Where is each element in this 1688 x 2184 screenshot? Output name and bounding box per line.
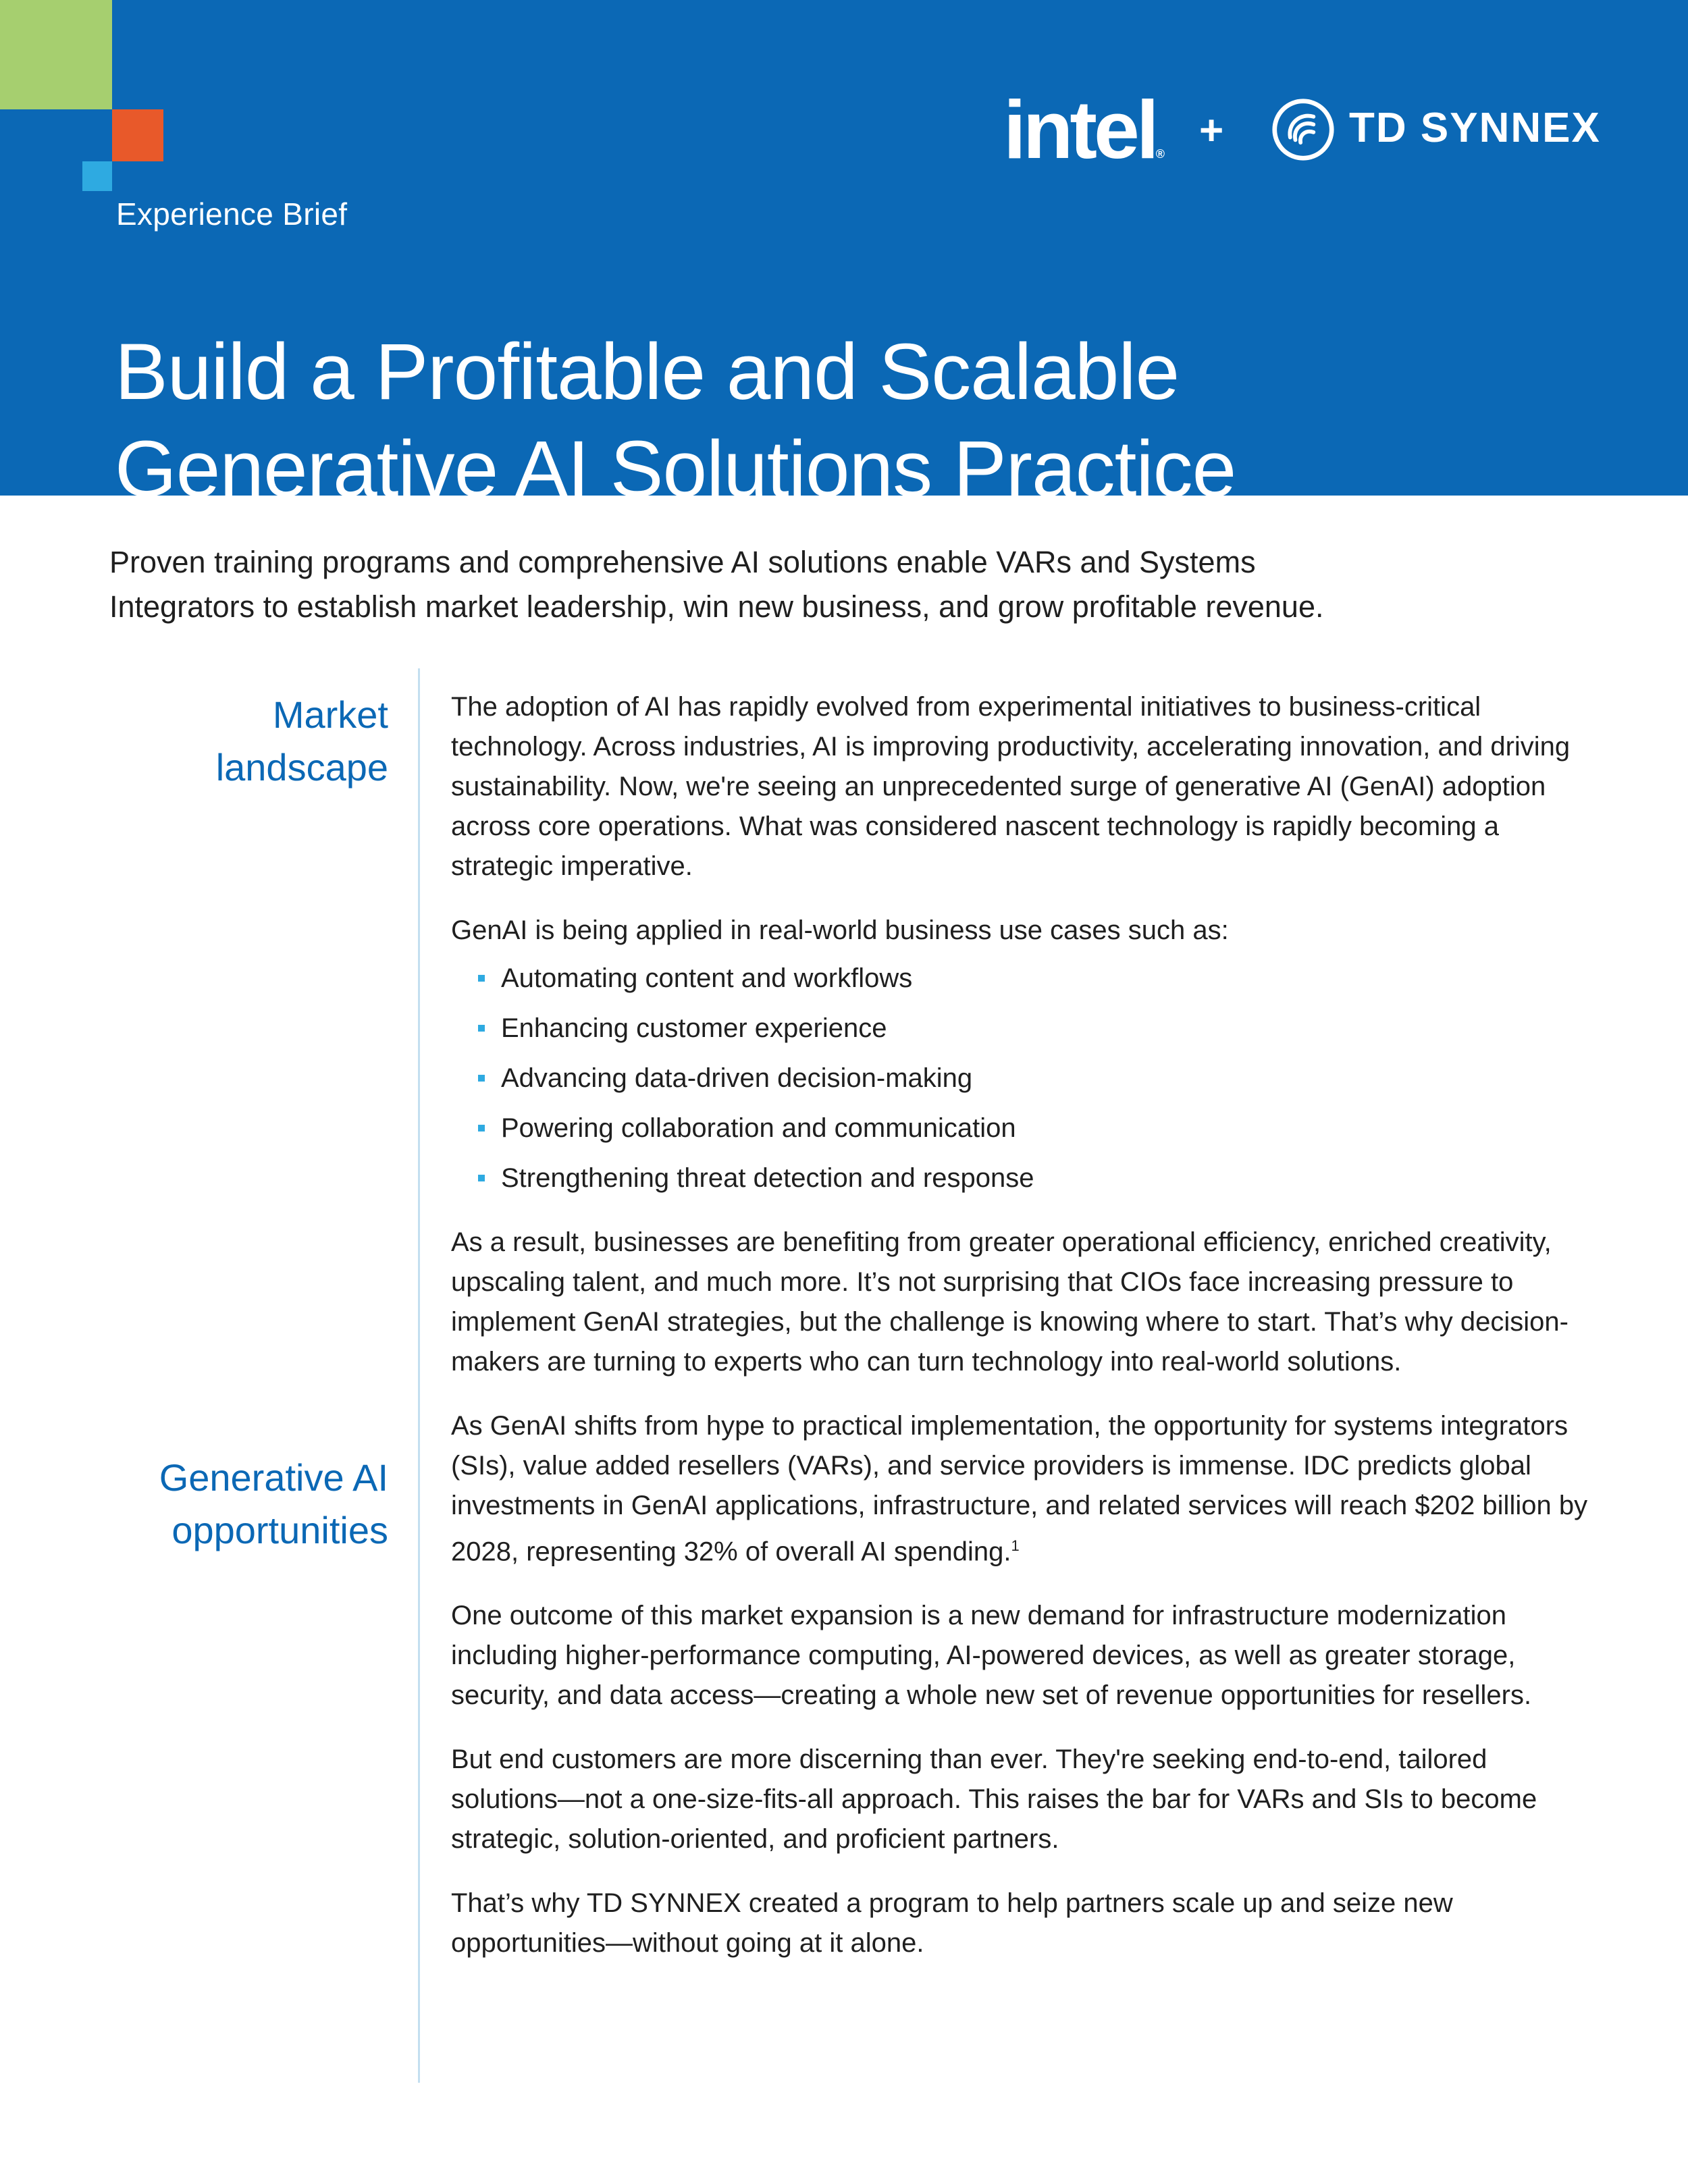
bullet-icon [478,1125,485,1131]
market-paragraph-1: The adoption of AI has rapidly evolved from experimental initiatives to business-critical technology. Across industries, AI is improving productivity, accelerating innovation, and driving sustainability. Now, we're seeing an unprecedented surge of generative AI (GenAI) adoption across core operations. What was considered nascent technology is rapidly becoming a strategic imperative. [451,692,1571,881]
list-item-text: Automating content and workflows [501,963,913,993]
opportunities-paragraph-1 [451,1406,1599,1572]
list-item [478,1059,1599,1098]
section-heading-generative-ai-opportunities [105,1451,388,1557]
bullet-icon [478,1075,485,1082]
list-item-text: Enhancing customer experience [501,1013,887,1043]
list-item-text: Strengthening threat detection and response [501,1163,1034,1193]
page-title [115,323,1533,518]
opportunities-paragraph-2: One outcome of this market expansion is a new demand for infrastructure modernization including higher-performance computing, AI-powered devices, as well as greater storage, security, and data access—creating a whole new set of revenue opportunities for resellers. [451,1601,1532,1711]
page-title-line-1: Build a Profitable and Scalable [115,327,1180,417]
opportunities-paragraph-1-text: As GenAI shifts from hype to practical implementation, the opportunity for systems integrators (SIs), value added resellers (VARs), and service providers is immense. IDC predicts global investments in GenAI applications, infrastructure, and related services will reach $202 billion by 2028, representing 32% of overall AI spending. [451,1411,1588,1567]
opportunities-paragraph-4: That’s why TD SYNNEX created a program to help partners scale up and seize new opportunities—without going at it alone. [451,1888,1453,1959]
list-item [478,1158,1599,1198]
list-item [478,1109,1599,1148]
section-heading-market-landscape [105,689,388,794]
heading-line: landscape [215,746,388,789]
market-paragraph-2: GenAI is being applied in real-world business use cases such as: [451,915,1229,945]
decorative-square-green [0,0,112,109]
intro-line-1: Proven training programs and comprehensive AI solutions enable VARs and Systems [109,545,1256,579]
opportunities-paragraph-3: But end customers are more discerning than ever. They're seeking end-to-end, tailored solutions—not a one-size-fits-all approach. This raises the bar for VARs and SIs to become strategic, solution-oriented, and proficient partners. [451,1744,1537,1855]
decorative-square-cyan [82,161,112,191]
bullet-icon [478,1025,485,1032]
page-title-line-2: Generative AI Solutions Practice [115,425,1236,514]
heading-line: Market [272,693,388,736]
list-item-text: Powering collaboration and communication [501,1113,1016,1143]
list-item [478,959,1599,998]
use-case-list [451,959,1599,1198]
eyebrow-label: Experience Brief [116,196,348,232]
body-content [451,687,1599,1988]
bullet-icon [478,1175,485,1181]
td-synnex-logo-text: TD SYNNEX [1349,105,1601,151]
td-synnex-logo-icon [1271,97,1336,162]
bullet-icon [478,975,485,982]
heading-line: opportunities [172,1509,388,1551]
intro-paragraph [109,540,1595,629]
market-paragraph-3: As a result, businesses are benefiting from greater operational efficiency, enriched creativity, upscaling talent, and much more. It’s not surprising that CIOs face increasing pressure to implement GenAI strategies, but the challenge is knowing where to start. That’s why decision-makers are turning to experts who can turn technology into real-world solutions. [451,1227,1568,1377]
list-item-text: Advancing data-driven decision-making [501,1063,973,1093]
logo-plus-sign: + [1199,107,1224,154]
intro-line-2: Integrators to establish market leadership, win new business, and grow profitable revenue. [109,589,1324,624]
header-banner [0,0,1688,514]
list-item [478,1009,1599,1048]
column-divider [418,668,420,2083]
heading-line: Generative AI [159,1456,388,1499]
intel-logo: intel® [1003,84,1165,176]
decorative-square-orange [112,109,163,161]
footnote-marker: 1 [1011,1537,1020,1554]
